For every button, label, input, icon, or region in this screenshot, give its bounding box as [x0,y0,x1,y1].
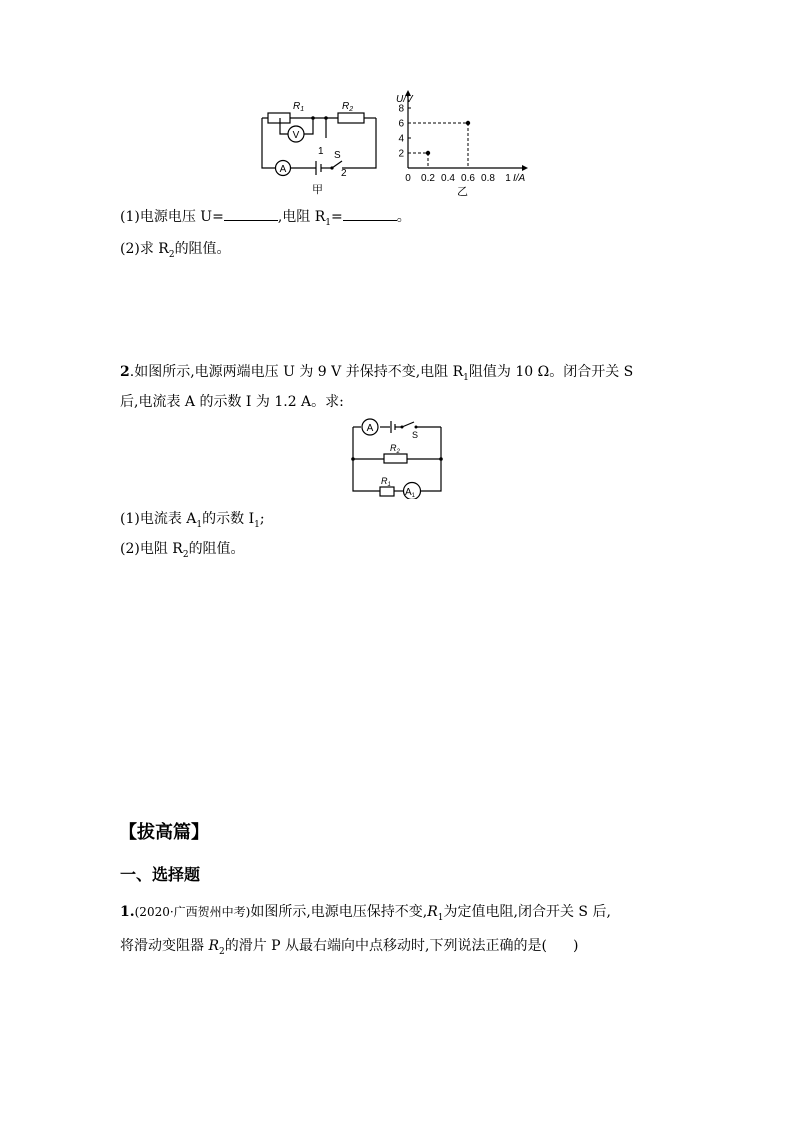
q3-line1-text: 如图所示,电源电压保持不变, [250,904,428,920]
q1-part2-text: (2)求 R [120,241,169,257]
answer-blank-resistance[interactable] [343,207,397,221]
q2-line2: 后,电流表 A 的示数 I 为 1.2 A。求: [120,394,344,410]
ammeter1-label: $A_1$ [404,487,416,499]
section-subtitle: 一、选择题 [120,865,201,884]
q3-r2-sub: 2 [219,946,225,957]
q2-line1 [120,363,633,381]
q3-line2-text-c: ) [572,938,579,954]
switch-label: S [334,150,341,161]
answer-blank-voltage[interactable] [224,207,278,221]
q1-part1-text-c: = [331,209,343,225]
x-tick-label: 0.2 [421,173,435,184]
q1-part2 [120,240,231,258]
q2-part2 [120,540,245,558]
ammeter-label: A [279,164,287,175]
q3-line1-text-b: 为定值电阻,闭合开关 S 后, [443,904,611,920]
q3-number: 1. [120,904,135,920]
y-tick-label: 2 [398,148,404,160]
q1-part1-text-b: ,电阻 R [277,209,326,225]
q2-part1-text: (1)电流表 A [120,511,197,527]
caption-a: 甲 [312,184,323,196]
x-axis-arrow [522,165,528,171]
voltmeter-label: V [292,130,300,141]
q2-line1-text-b: 阻值为 10 Ω。闭合开关 S [468,364,634,380]
q3-line2-text: 将滑动变阻器 [120,938,209,954]
q2-part1-sub2: 1 [254,519,260,530]
q2-part1-sub1: 1 [196,519,203,530]
q2-part2-sub: 2 [182,549,189,560]
q1-part1-sub: 1 [325,217,331,228]
q2-number: 2 [120,364,130,380]
q2-line1-text: .如图所示,电源两端电压 U 为 9 V 并保持不变,电阻 R [129,364,464,380]
figure-2 [344,417,450,499]
q2-part2-text: (2)电阻 R [120,541,183,557]
switch-position-1: 1 [318,146,324,157]
ammeter-label-2: A [366,423,374,434]
y-tick-label: 4 [398,133,404,145]
q1-part1-text-d: 。 [396,209,411,225]
r2-label-2: $R_2$ [390,443,400,455]
x-tick-label: 0.4 [441,173,455,184]
q3-r1-sub: 1 [437,912,444,923]
switch-position-2: 2 [341,168,347,179]
x-axis-label: I/A [513,173,526,184]
q1-part1 [120,207,411,226]
y-tick-label: 6 [398,118,404,130]
r2-label: $R_2$ [342,101,354,113]
r1-label: $R_1$ [293,101,305,113]
q2-line1-sub: 1 [463,372,469,383]
section-title: 【拔高篇】 [119,822,209,843]
q1-part2-text-b: 的阻值。 [174,241,231,257]
q3-line2 [120,937,578,955]
q3-source: (2020·广西贺州中考) [134,905,251,919]
x-tick-label: 1 [505,173,511,184]
q2-part1-text-c: ; [259,511,265,527]
y-axis-label: U/V [396,94,413,105]
q3-line1 [120,903,611,921]
figure-1 [250,88,540,200]
caption-b: 乙 [457,186,468,198]
data-point [426,151,430,155]
q2-part1 [120,510,265,528]
r2-resistor [384,454,407,463]
r1-resistor [380,487,394,496]
q1-part2-sub: 2 [168,249,175,260]
data-point [466,121,470,125]
y-tick-label: 8 [398,103,404,115]
q1-part1-text: (1)电源电压 U= [120,209,224,225]
x-tick-label: 0.6 [461,173,475,184]
q3-r1: R [427,904,438,920]
graph-b [396,90,528,184]
r1-label-2: $R_1$ [381,476,391,488]
x-tick-label: 0.8 [481,173,495,184]
switch-label-2: S [412,430,419,440]
q2-part1-text-b: 的示数 I [202,511,255,527]
q3-line2-text-b: 的滑片 P 从最右端向中点移动时,下列说法正确的是( [224,938,547,954]
x-tick-label: 0 [405,173,411,184]
q2-part2-text-b: 的阻值。 [188,541,245,557]
q3-r2: R [208,938,219,954]
